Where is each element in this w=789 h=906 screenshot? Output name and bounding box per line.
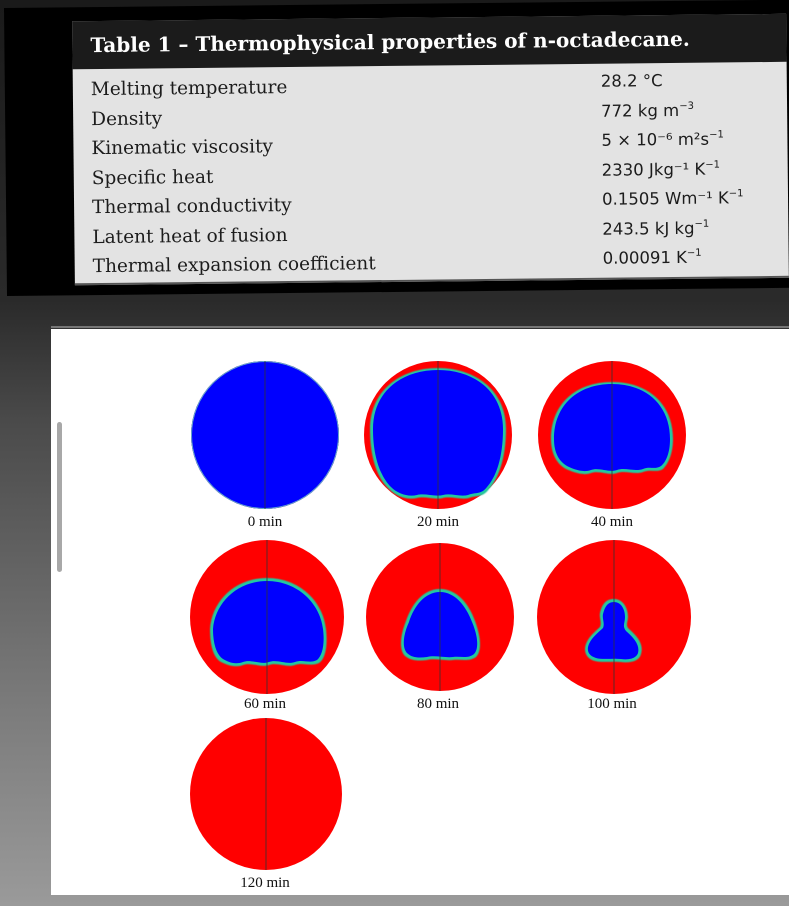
property-value: 0.1505 Wm⁻¹ $K^{-1}$ (601, 188, 744, 209)
property-value: 28.2 °C (600, 71, 663, 91)
frame-label: 80 min (416, 696, 460, 712)
frame-label: 60 min (243, 696, 287, 712)
melting-snapshots-svg (51, 329, 789, 895)
snapshot-120-min (190, 718, 342, 870)
frame-label: 20 min (416, 514, 460, 530)
snapshot-80-min (366, 543, 514, 691)
property-value: 243.5 kJ $kg^{-1}$ (602, 218, 710, 239)
snapshot-40-min (538, 361, 686, 509)
property-label: Latent heat of fusion (92, 224, 288, 248)
figure-separator (51, 326, 789, 328)
table-rows (73, 62, 789, 284)
snapshot-60-min (190, 540, 344, 694)
frame-label: 40 min (590, 514, 634, 530)
frame-label: 0 min (247, 514, 283, 530)
table-title: Table 1 – Thermophysical properties of n-octadecane. (72, 14, 786, 69)
property-value: 0.00091 $K^{-1}$ (602, 247, 702, 268)
snapshot-100-min (537, 540, 691, 694)
snapshot-0-min (191, 361, 339, 509)
property-label: Density (91, 107, 163, 130)
frame-label: 100 min (587, 696, 637, 712)
property-label: Kinematic viscosity (91, 136, 274, 160)
table-photo (4, 0, 789, 296)
frame-label: 120 min (240, 875, 290, 891)
property-value: 2330 Jkg⁻¹ $K^{-1}$ (601, 159, 721, 180)
property-label: Thermal conductivity (91, 194, 292, 219)
property-label: Melting temperature (90, 77, 288, 101)
snapshot-20-min (364, 361, 512, 509)
melting-figure (51, 329, 789, 895)
property-value: 5 × 10⁻⁶ $m^2s^{-1}$ (601, 129, 724, 150)
properties-table (72, 14, 789, 285)
property-label: Specific heat (91, 166, 214, 189)
scrollbar[interactable] (57, 422, 62, 572)
property-value: 772 kg $m^{-3}$ (601, 100, 694, 121)
property-label: Thermal expansion coefficient (92, 253, 376, 278)
